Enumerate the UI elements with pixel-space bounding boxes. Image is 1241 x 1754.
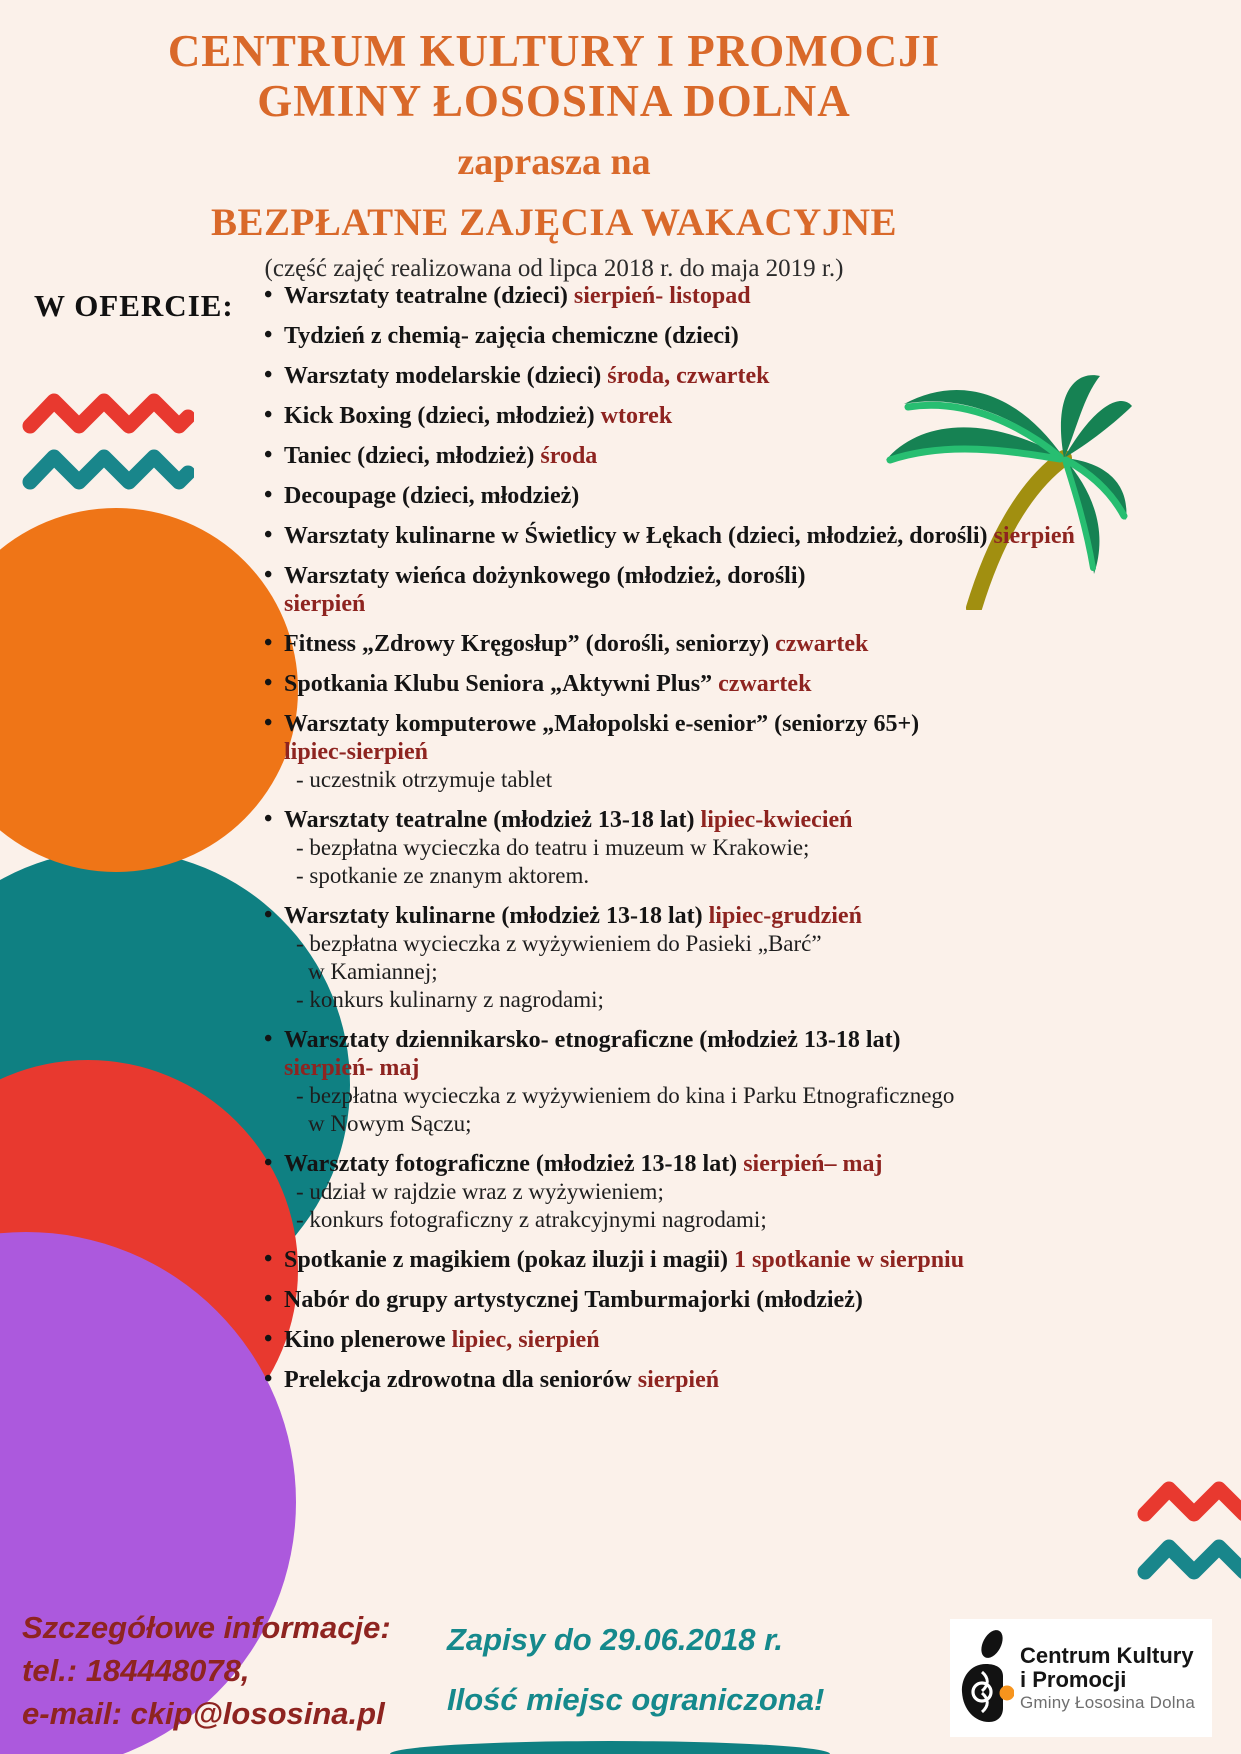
title-line-2: GMINY ŁOSOSINA DOLNA <box>257 76 851 126</box>
offer-item-detail: w Kamiannej; <box>308 959 438 984</box>
offer-item-date: 1 spotkanie w sierpniu <box>734 1247 965 1273</box>
offer-item-text: Warsztaty teatralne (młodzież 13-18 lat) <box>284 807 695 833</box>
offer-item-date: lipiec-grudzień <box>708 903 862 929</box>
offer-item <box>262 902 1082 1014</box>
offer-item-date: środa <box>540 443 598 469</box>
offer-item-text: Spotkania Klubu Seniora „Aktywni Plus” <box>284 671 713 697</box>
offer-item-text: Warsztaty teatralne (dzieci) <box>284 283 568 309</box>
contact-info <box>22 1606 391 1735</box>
decor-bottom-arc <box>390 1741 830 1754</box>
offer-item-text: Tydzień z chemią- zajęcia chemiczne (dzieci) <box>284 323 739 349</box>
offer-item-text: Warsztaty fotograficzne (młodzież 13-18 lat) <box>284 1151 738 1177</box>
offer-item-text: Decoupage (dzieci, młodzież) <box>284 483 580 509</box>
offer-item <box>262 402 1082 430</box>
offer-item <box>262 1286 1082 1314</box>
offer-item <box>262 1150 1082 1234</box>
offer-item-date: sierpień- maj <box>284 1055 420 1081</box>
decor-circle-orange <box>0 508 298 872</box>
signup-deadline: Zapisy do 29.06.2018 r. <box>447 1622 784 1657</box>
offer-item-date: sierpień <box>284 591 366 617</box>
offer-item-text: Taniec (dzieci, młodzież) <box>284 443 535 469</box>
logo-line-2: i Promocji <box>1020 1666 1127 1692</box>
title-line-1: CENTRUM KULTURY I PROMOCJI <box>167 26 941 76</box>
offer-item-date: sierpień– maj <box>743 1151 883 1177</box>
offer-item-text: Warsztaty komputerowe „Małopolski e-senior” (seniorzy 65+) <box>284 711 920 737</box>
offer-item <box>262 562 1082 618</box>
offer-item-date: środa, czwartek <box>607 363 770 389</box>
offer-item <box>262 362 1082 390</box>
offer-label: W OFERCIE: <box>34 288 234 323</box>
offer-item-text: Kick Boxing (dzieci, młodzież) <box>284 403 595 429</box>
offer-item <box>262 710 1082 794</box>
offer-item <box>262 1366 1082 1394</box>
offer-list <box>262 282 1082 1406</box>
zigzag-icon <box>1137 1478 1241 1524</box>
offer-item-detail: - udział w rajdzie wraz z wyżywieniem; <box>296 1179 664 1204</box>
invite-text: zaprasza na <box>457 141 651 183</box>
contact-info-header: Szczegółowe informacje: <box>22 1610 391 1645</box>
offer-item-detail: - konkurs kulinarny z nagrodami; <box>296 987 604 1012</box>
offer-item-detail: - bezpłatna wycieczka z wyżywieniem do kina i Parku Etnograficznego <box>296 1083 955 1108</box>
offer-item-text: Warsztaty modelarskie (dzieci) <box>284 363 602 389</box>
offer-item-detail: - spotkanie ze znanym aktorem. <box>296 863 590 888</box>
offer-item <box>262 1246 1082 1274</box>
logo-line-3: Gminy Łososina Dolna <box>1020 1692 1196 1712</box>
offer-item-text: Fitness „Zdrowy Kręgosłup” (dorośli, seniorzy) <box>284 631 770 657</box>
offer-item-text: Prelekcja zdrowotna dla seniorów <box>284 1367 632 1393</box>
poster-header <box>0 26 1108 283</box>
offer-item-text: Warsztaty kulinarne (młodzież 13-18 lat) <box>284 903 703 929</box>
date-note: (część zajęć realizowana od lipca 2018 r. do maja 2019 r.) <box>264 255 844 282</box>
apple-logo-icon <box>958 1630 1014 1726</box>
offer-item <box>262 1026 1082 1138</box>
offer-item <box>262 1326 1082 1354</box>
zigzag-icon <box>22 446 194 492</box>
page-title <box>0 26 1108 126</box>
offer-item <box>262 806 1082 890</box>
offer-item-date: sierpień- listopad <box>573 283 751 309</box>
offer-item-detail: - konkurs fotograficzny z atrakcyjnymi nagrodami; <box>296 1207 767 1232</box>
contact-phone: tel.: 184448078, <box>22 1653 250 1688</box>
contact-email: e-mail: ckip@lososina.pl <box>22 1696 385 1731</box>
zigzag-icon <box>1137 1536 1241 1582</box>
offer-item <box>262 522 1082 550</box>
logo-line-1: Centrum Kultury <box>1020 1642 1194 1668</box>
offer-item-text: Kino plenerowe <box>284 1327 446 1353</box>
offer-item <box>262 282 1082 310</box>
signup-info <box>447 1622 824 1718</box>
offer-item-date: czwartek <box>775 631 869 657</box>
offer-item-date: lipiec-sierpień <box>284 739 428 765</box>
offer-item-text: Nabór do grupy artystycznej Tamburmajorki (młodzież) <box>284 1287 863 1313</box>
organization-logo <box>950 1619 1212 1737</box>
offer-item-text: Warsztaty wieńca dożynkowego (młodzież, dorośli) <box>284 563 806 589</box>
offer-item-detail: - bezpłatna wycieczka do teatru i muzeum w Krakowie; <box>296 835 810 860</box>
offer-item-date: sierpień <box>993 523 1075 549</box>
offer-item-detail: - uczestnik otrzymuje tablet <box>296 767 553 792</box>
offer-item <box>262 442 1082 470</box>
offer-item <box>262 482 1082 510</box>
offer-item-text: Warsztaty dziennikarsko- etnograficzne (młodzież 13-18 lat) <box>284 1027 901 1053</box>
offer-item-text: Spotkanie z magikiem (pokaz iluzji i magii) <box>284 1247 728 1273</box>
offer-item <box>262 670 1082 698</box>
offer-item-date: wtorek <box>600 403 673 429</box>
offer-item-date: lipiec, sierpień <box>451 1327 600 1353</box>
offer-item-detail: w Nowym Sączu; <box>308 1111 472 1136</box>
zigzag-icon <box>22 390 194 436</box>
event-subtitle: BEZPŁATNE ZAJĘCIA WAKACYJNE <box>210 201 898 244</box>
offer-item-detail: - bezpłatna wycieczka z wyżywieniem do Pasieki „Barć” <box>296 931 822 956</box>
offer-item <box>262 322 1082 350</box>
signup-limit: Ilość miejsc ograniczona! <box>447 1682 825 1717</box>
offer-item-text: Warsztaty kulinarne w Świetlicy w Łękach (dzieci, młodzież, dorośli) <box>284 523 988 549</box>
logo-text <box>1020 1644 1195 1713</box>
offer-item-date: czwartek <box>718 671 812 697</box>
offer-item-date: lipiec-kwiecień <box>700 807 853 833</box>
offer-item <box>262 630 1082 658</box>
offer-item-date: sierpień <box>637 1367 720 1393</box>
